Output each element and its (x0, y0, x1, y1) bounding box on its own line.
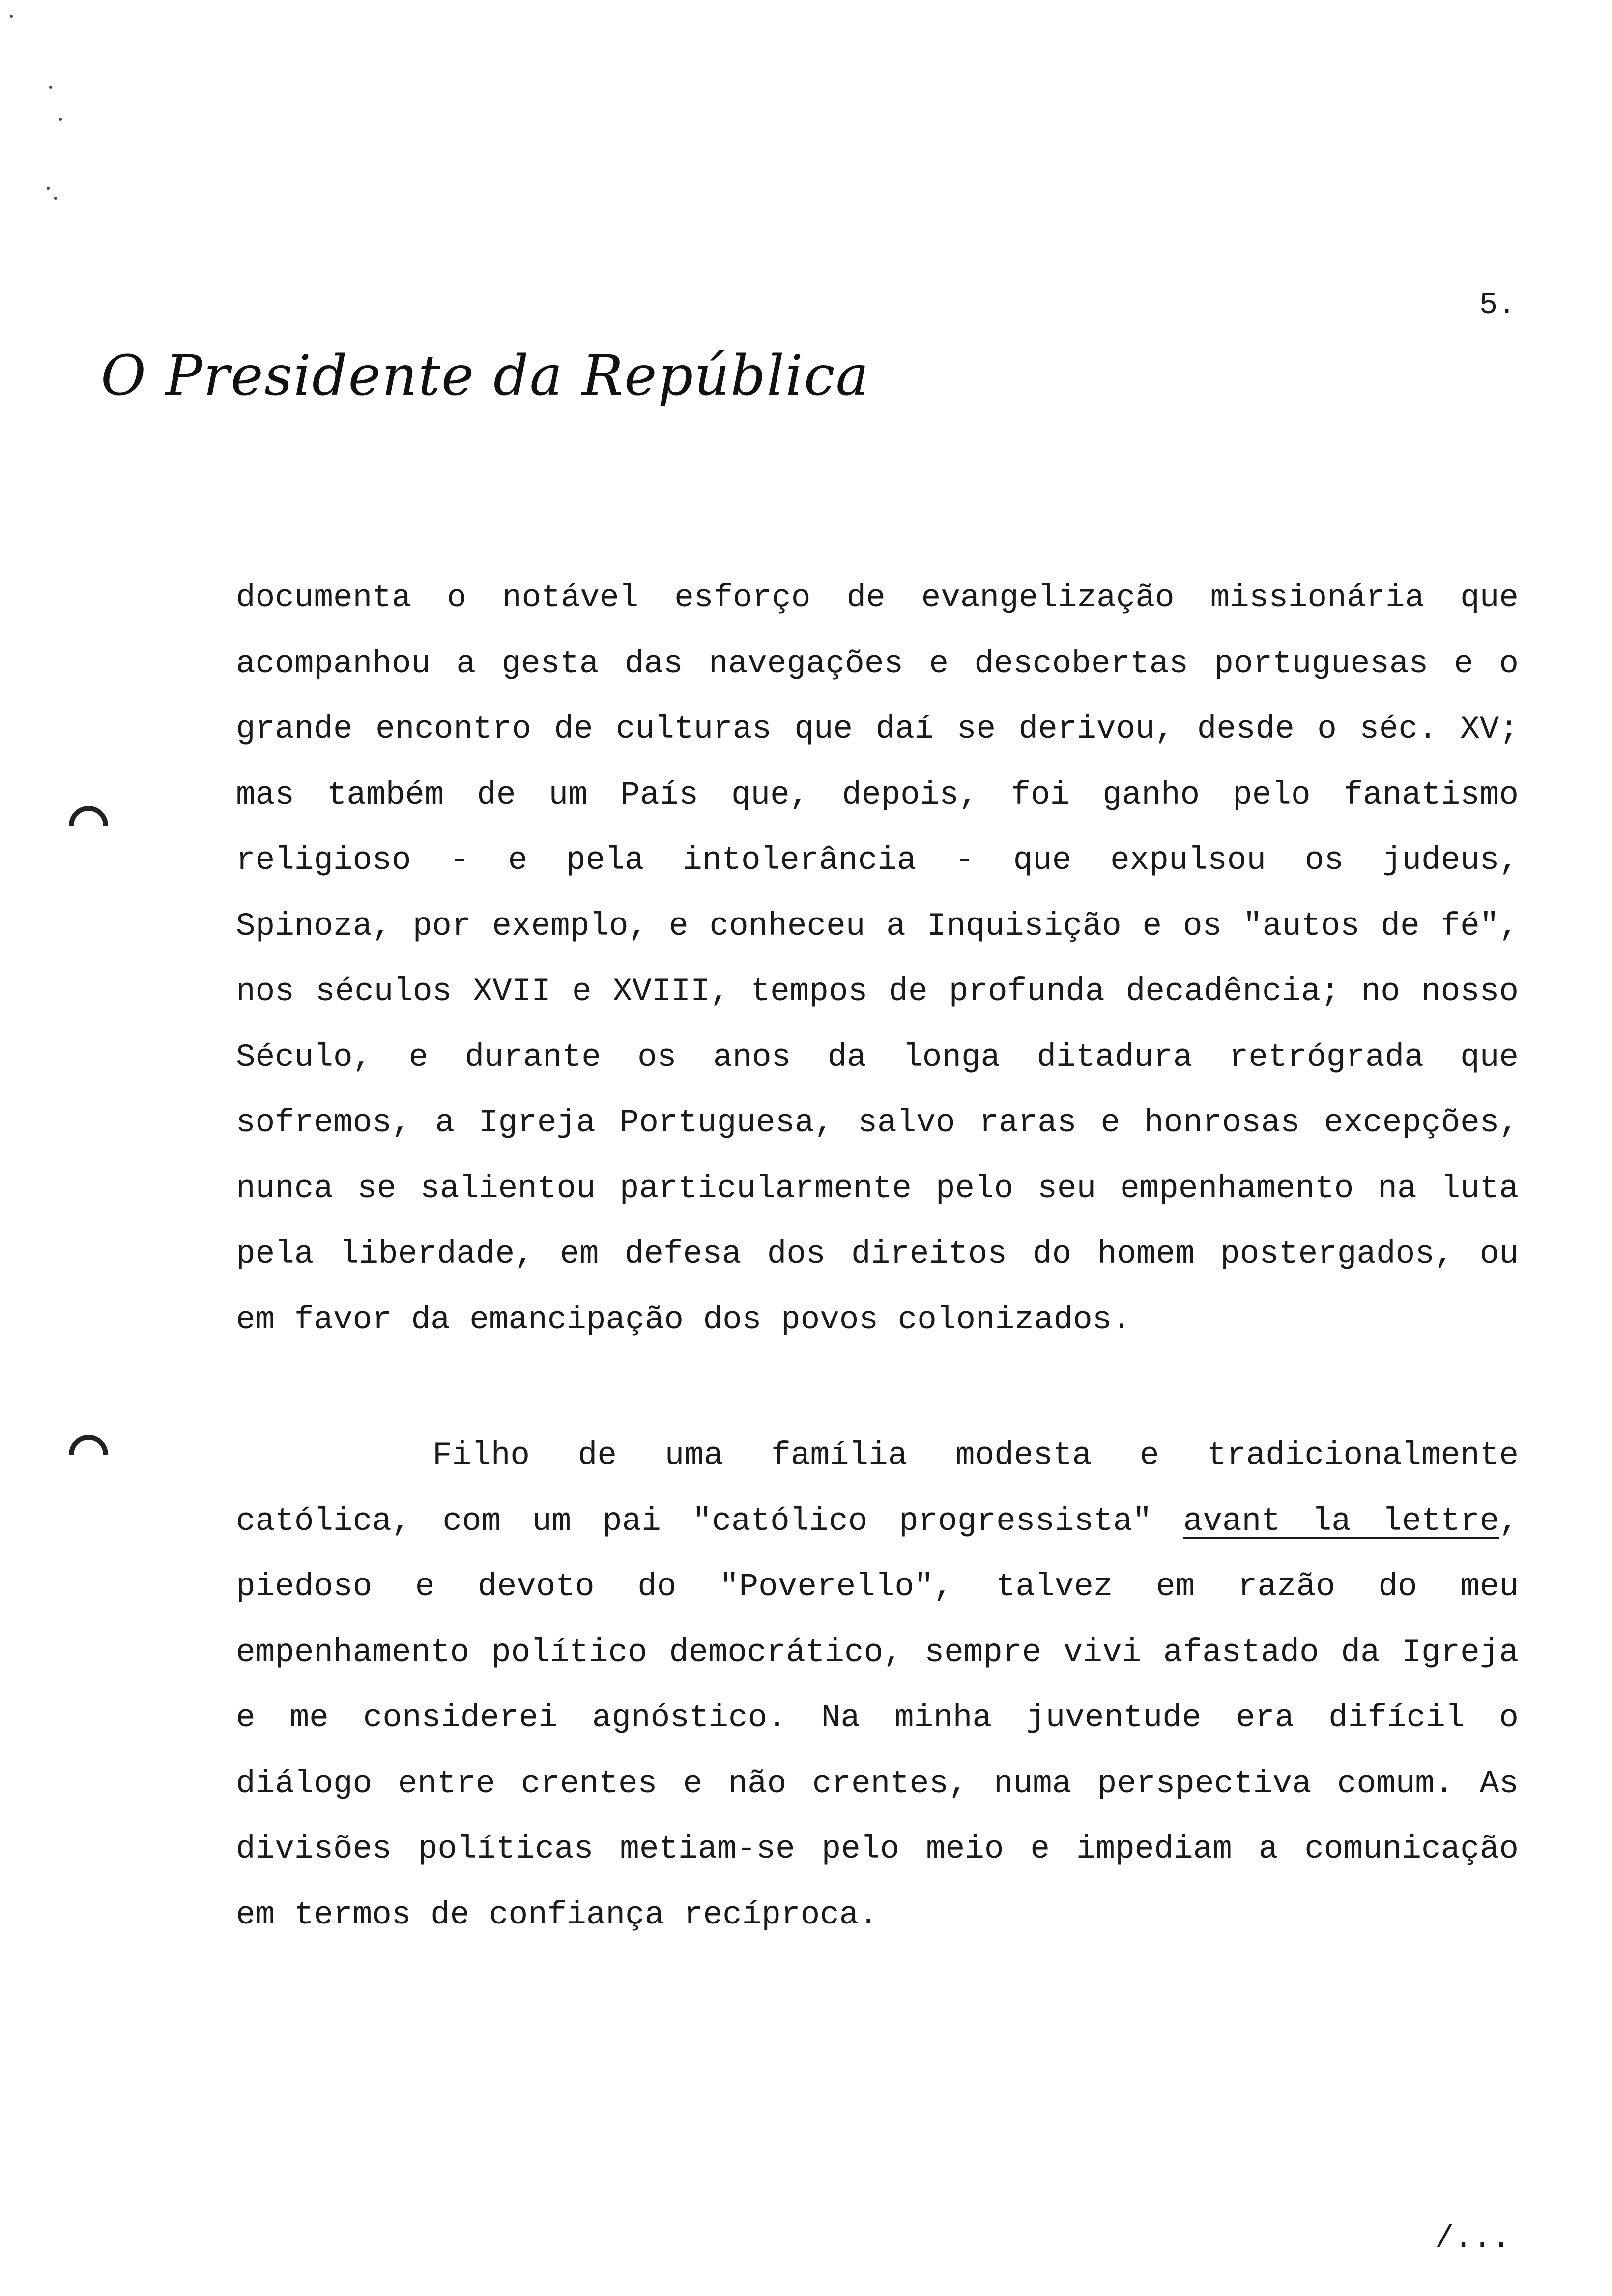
continuation-mark: /... (1435, 2221, 1511, 2257)
scan-speck (54, 197, 57, 200)
underlined-phrase: avant la lettre (1183, 1502, 1499, 1540)
paragraph-2-text-end: , piedoso e devoto do "Poverello", talvez em razão do meu empenhamento político democrático, sempre vivi afastado da Igreja e me considerei agnóstico. Na minha juventude era difícil o diálogo entre crentes e não crentes, numa perspectiva comum. As divisões políticas metiam-se pelo meio e impediam a comunicação em termos de confiança recíproca. (236, 1502, 1519, 1933)
scan-speck (49, 86, 52, 89)
scan-speck (47, 187, 50, 190)
paragraph-2-text-start: Filho de uma família modesta e tradicionalmente católica, com um pai "católico progressista" (236, 1437, 1519, 1540)
punch-hole-bottom (60, 1427, 116, 1482)
paragraph-1 (236, 565, 1519, 1352)
paragraph-2 (236, 1423, 1519, 1948)
punch-hole-top (60, 798, 116, 853)
scan-speck (10, 15, 13, 18)
letterhead: O Presidente da República (101, 344, 870, 408)
page-number: 5. (1479, 287, 1516, 322)
paragraph-1-text: documenta o notável esforço de evangelização missionária que acompanhou a gesta das navegações e descobertas portuguesas e o grande encontro de culturas que daí se derivou, desde o séc. XV; mas também de um País que, depois, foi ganho pelo fanatismo religioso - e pela intolerância - que expulsou os judeus, Spinoza, por exemplo, e conheceu a Inquisição e os "autos de fé", nos séculos XVII e XVIII, tempos de profunda decadência; no nosso Século, e durante os anos da longa ditadura retrógrada que sofremos, a Igreja Portuguesa, salvo raras e honrosas excepções, nunca se salientou particularmente pelo seu empenhamento na luta pela liberdade, em defesa dos direitos do homem postergados, ou em favor da emancipação dos povos colonizados. (236, 579, 1519, 1338)
scan-speck (59, 118, 62, 121)
